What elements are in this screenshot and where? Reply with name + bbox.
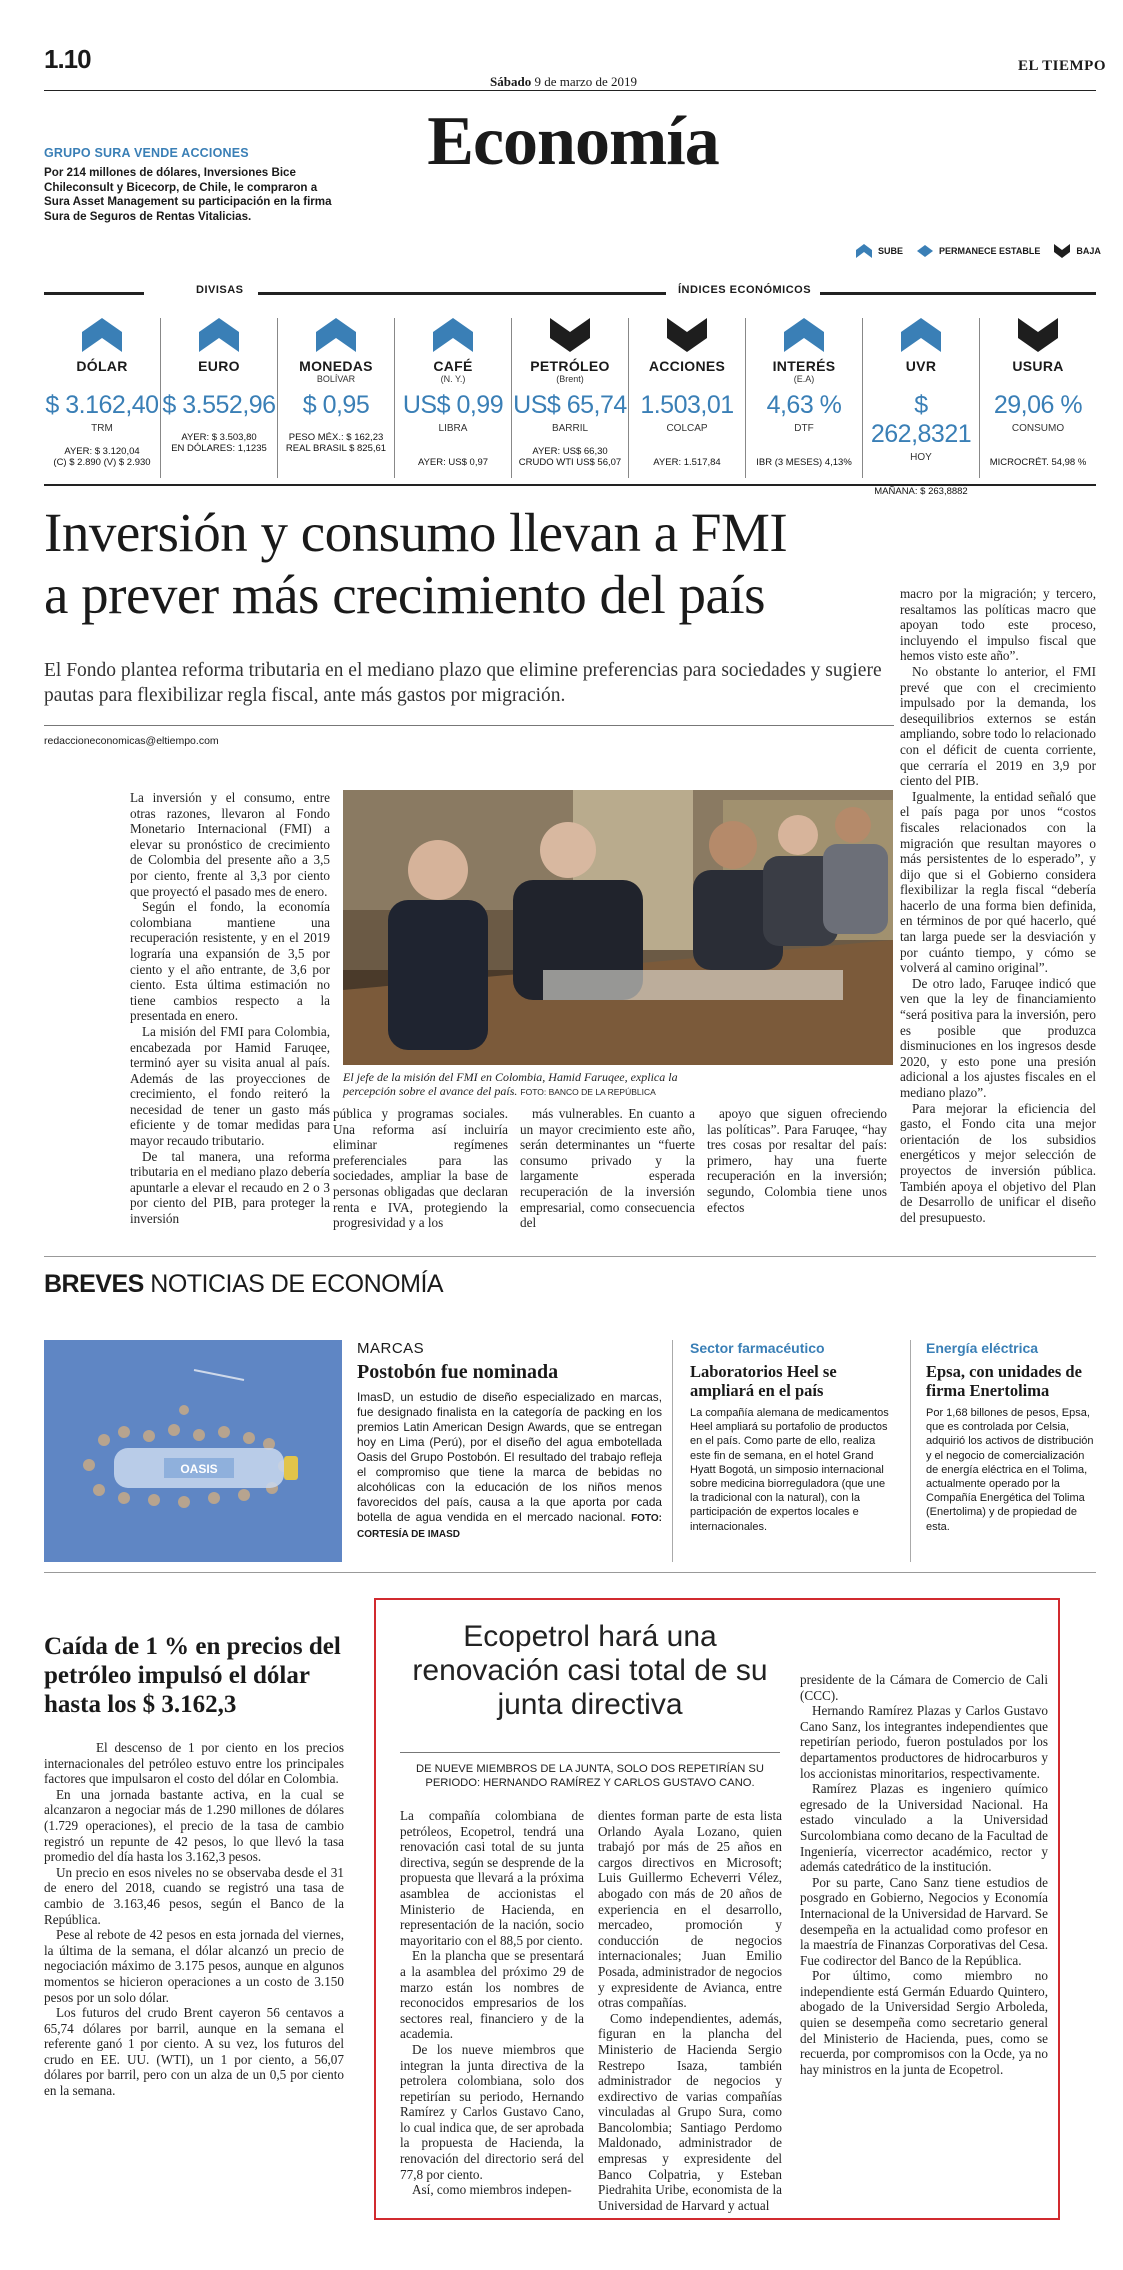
indicator-separator: [160, 318, 161, 478]
trend-up-icon: [784, 318, 824, 352]
indicator-footnote: [278, 432, 394, 454]
eco-col1-p3: De los nueve miembros que integran la junta directiva de la petrolera colombiana, solo dos repetirían su periodo, Hernando Ramírez y Carlos Gustavo Cano, lo cual indica que, de ser aprobada la propuesta de Hacienda, la renovación del directorio será del 77,8 por ciento.: [400, 2041, 584, 2182]
main-headline-line2: a prever más crecimiento del país: [44, 564, 766, 625]
breves-sep-2: [910, 1340, 911, 1562]
indicator-unit: DTF: [794, 423, 814, 434]
page-number: 1.10: [44, 44, 91, 74]
indicator-sub: (Brent): [556, 374, 584, 384]
indicator-footnote: [161, 432, 277, 454]
breves-top-rule: [44, 1256, 1096, 1257]
eco-col2-p2: Como independientes, además, figuran en la plancha del Ministerio de Hacienda Sergio Restrepo Isaza, también administrador de negocios y exdirectivo de varias compañías vinculadas al Grupo Sura, como Bancolombia; Santiago Perdomo Maldonado, administrador de empresas y expresidente del Banco Colpatria, y Esteban Piedrahita Uribe, economista de la Universidad de Harvard y actual: [598, 2010, 782, 2213]
main-col1-p1: La inversión y el consumo, entre otras razones, llevaron al Fondo Monetario Internacional (FMI) a elevar su pronóstico de crecimiento de Colombia del presente año a 3,5 por ciento, frente al 3,3 por ciento que proyectó el pasado mes de enero.: [130, 790, 330, 899]
header-top-rule: [44, 90, 1096, 91]
indicator-cafe: [395, 318, 511, 478]
eco-col1-p1: La compañía colombiana de petróleos, Ecopetrol, tendrá una renovación casi total de su junta directiva, según se desprende de la propuesta que llevará a la próxima asamblea de accionistas el Ministerio de Hacienda, en representación de la nación, socio mayoritario con el 88,5 por ciento.: [400, 1808, 584, 1948]
ecopetrol-col-1: [400, 1808, 584, 2198]
indicator-name: EURO: [198, 358, 240, 374]
oil-p5: Los futuros del crudo Brent cayeron 56 centavos a 65,74 dólares por barril, aunque en la semana el referente ganó 1 por ciento. A su vez, los futuros del crudo en EE. UU. (WTI), un 1 por ciento, a 56,07 dólares por barril, pero con un alza de un 0,5 por ciento en la semana.: [44, 2005, 344, 2099]
indicator-foot1: AYER: $ 3.503,80: [181, 432, 257, 443]
main-col5-p5: Para mejorar la eficiencia del gasto, el Fondo cita una mejor orientación de los subsidios energéticos y mejor selección de proyectos de inversión pública. También apoya el objetivo del Plan de Desarrollo de unificar el diseño del presupuesto.: [900, 1100, 1096, 1225]
indicator-footnote: [512, 446, 628, 468]
breve-farma-title: Laboratorios Heel se ampliará en el país: [690, 1362, 837, 1400]
eco-col3-p3: Ramírez Plazas es ingeniero químico egresado de la Universidad Nacional. Ha estado vinculado a la Universidad Surcolombiana como decano de la Facultad de Ingeniería, vicerrector académico, rector y además catedrático de la institución.: [800, 1781, 1048, 1875]
indicator-foot1: AYER: $ 3.120,04: [64, 446, 140, 457]
trend-down-icon: [1018, 318, 1058, 352]
indicator-separator: [394, 318, 395, 478]
indices-label: ÍNDICES ECONÓMICOS: [678, 284, 812, 296]
indicator-separator: [862, 318, 863, 478]
indicator-sub: BOLÍVAR: [316, 374, 356, 384]
breves-header: [44, 1270, 443, 1299]
indicator-value: 29,06 %: [993, 391, 1083, 419]
indicator-unit: BARRIL: [551, 423, 589, 434]
water-bottle: [114, 1448, 298, 1488]
indicator-separator: [979, 318, 980, 478]
trend-up-icon: [901, 318, 941, 352]
trend-down-icon: [667, 318, 707, 352]
indicator-sub: [161, 374, 277, 385]
oil-headline: Caída de 1 % en precios del petróleo impulsó el dólar hasta los $ 3.162,3: [44, 1633, 341, 1718]
indicator-foot2: (C) $ 2.890 (V) $ 2.930: [53, 457, 151, 468]
photo-credit: FOTO: BANCO DE LA REPÚBLICA: [520, 1087, 656, 1097]
breves-sep-1: [672, 1340, 673, 1562]
indicator-foot1: [746, 446, 862, 457]
indicator-name: INTERÉS: [772, 358, 836, 374]
breve-farma: [690, 1340, 890, 1534]
indicator-foot2: EN DÓLARES: 1,1235: [171, 443, 267, 454]
main-col5-p1: macro por la migración; y tercero, resaltamos las políticas macro que apoyan todo este proceso, incluyendo el impulso fiscal que hemos visto este año”.: [900, 586, 1096, 664]
indicator-usura: [980, 318, 1096, 478]
indicator-value: 1.503,01: [640, 391, 734, 419]
indicator-footnote: [980, 446, 1096, 468]
trend-up-icon: [82, 318, 122, 352]
main-col-1: [130, 790, 330, 1227]
indicator-acciones: [629, 318, 745, 478]
main-col-4: apoyo que siguen ofreciendo las políticas”. Para Faruqee, “hay tres cosas por resaltar del país: primero, hay una fuerte recuperación en la inversión; segundo, Colombia tiene unos efectos: [707, 1106, 887, 1215]
down-arrow-icon: [1054, 244, 1070, 258]
eco-col2-p1: dientes forman parte de esta lista Orlando Ayala Lozano, quien trabajó por más de 25 años en cargos directivos en Microsoft; Luis Guillermo Echeverri Vélez, abogado con más de 20 años de experiencia en el desarrollo, mercadeo, promoción y conducción de negocios internacionales; Juan Emilio Posada, administrador de negocios y expresidente de Avianca, entre otras compañías.: [598, 1808, 782, 2011]
breves-bottom-rule: [44, 1572, 1096, 1573]
main-headline: [44, 502, 904, 626]
indicator-name: DÓLAR: [76, 358, 128, 374]
oasis-bottle-photo: [44, 1340, 342, 1562]
indicator-sub: [980, 374, 1096, 385]
indicator-separator: [511, 318, 512, 478]
breve-energia: [926, 1340, 1098, 1534]
trend-up-icon: [433, 318, 473, 352]
ecopetrol-headline: Ecopetrol hará una renovación casi total de su junta directiva: [412, 1620, 768, 1721]
oil-p2: En una jornada bastante activa, en la cual se alcanzaron a negociar más de 1.290 millones de dólares (1.729 operaciones), el precio de la tasa de cambio registró un repunte de 42 pesos, lo que llevó la tasa promedio del día hasta los 3.162,3 pesos.: [44, 1786, 344, 1865]
photo-caption-text: El jefe de la misión del FMI en Colombia, Hamid Faruqee, explica la percepción sobre el avance del país.: [343, 1070, 678, 1098]
breves-label-rest: NOTICIAS DE ECONOMÍA: [150, 1270, 444, 1298]
indicator-value: $ 262,8321: [870, 391, 972, 448]
indicator-name: MONEDAS: [299, 358, 373, 374]
main-headline-line1: Inversión y consumo llevan a FMI: [44, 502, 788, 563]
breves-label-bold: BREVES: [44, 1270, 144, 1298]
oil-p3: Un precio en esos niveles no se observaba desde el 31 de enero del 2018, cuando se registró una tasa de cambio de 3.163,46 pesos, según el Banco de la República.: [44, 1864, 344, 1927]
legend-up: SUBE: [878, 246, 904, 256]
indicator-euro: [161, 318, 277, 478]
indicator-name: ACCIONES: [648, 358, 726, 374]
photo-caption: [343, 1070, 683, 1099]
section-title: Economía: [427, 103, 719, 180]
indicator-bottom-rule: [44, 484, 1096, 486]
ecopetrol-col-3: [800, 1672, 1048, 2077]
legend-down: BAJA: [1076, 246, 1101, 256]
indicator-rule-mid: [258, 292, 666, 295]
indicator-rule-left: [44, 292, 144, 295]
indicator-footnote: [395, 446, 511, 468]
divisas-label: DIVISAS: [196, 284, 244, 296]
indicator-monedas: [278, 318, 394, 478]
oil-p4: Pese al rebote de 42 pesos en esta jornada del viernes, la última de la semana, el dólar alcanzó un precio de negociación máximo de 3.175 pesos, aunque en algunos momentos se hicieron operaciones a un costo de 3.150 pesos por un solo dólar.: [44, 1927, 344, 2005]
date-day: Sábado: [490, 74, 532, 89]
indicator-footnote: [44, 446, 160, 468]
ecopetrol-col-2: [598, 1808, 782, 2213]
promo-title: GRUPO SURA VENDE ACCIONES: [44, 146, 249, 160]
indicator-sub: [629, 374, 745, 385]
eco-col3-p1: presidente de la Cámara de Comercio de Cali (CCC).: [800, 1672, 1048, 1703]
promo-text: Por 214 millones de dólares, Inversiones Bice Chileconsult y Bicecorp, de Chile, le compraron a Sura Asset Management su participación en la firma Sura de Seguros de Rentas Vitalicias.: [44, 166, 332, 223]
indicator-value: $ 0,95: [302, 391, 370, 419]
trend-down-icon: [550, 318, 590, 352]
indicator-name: CAFÉ: [433, 358, 473, 374]
indicator-unit: COLCAP: [666, 423, 708, 434]
main-col1-p3: La misión del FMI para Colombia, encabezada por Hamid Faruqee, terminó ayer su visita anual al país. Además de las proyecciones de crecimiento, el fondo reiteró la necesidad de tener un gasto más eficiente y de tomar medidas para mayor recaudo tributario.: [130, 1023, 330, 1149]
indicator-foot1: [395, 446, 511, 457]
breve-marcas-title: Postobón fue nominada: [357, 1361, 559, 1383]
breve-energia-kicker: Energía eléctrica: [926, 1340, 1039, 1356]
indicator-unit: CONSUMO: [1011, 423, 1065, 434]
indicator-value: $ 3.552,96: [162, 391, 276, 419]
breve-marcas: [357, 1340, 662, 1542]
subhead-rule: [44, 725, 894, 726]
main-col-5: [900, 586, 1096, 1225]
indicator-foot2: MICROCRÉT. 54,98 %: [989, 457, 1087, 468]
ecopetrol-subhead: DE NUEVE MIEMBROS DE LA JUNTA, SOLO DOS REPETIRÍAN SU PERIODO: HERNANDO RAMÍREZ Y CARLOS GUSTAVO CANO.: [416, 1763, 764, 1789]
indicator-foot2: CRUDO WTI US$ 56,07: [518, 457, 622, 468]
indicator-name: UVR: [905, 358, 937, 374]
indicator-value: 4,63 %: [766, 391, 842, 419]
indicator-foot1: [980, 446, 1096, 457]
ecopetrol-headline-rule: [400, 1752, 780, 1753]
main-col-3: más vulnerables. En cuanto a un mayor crecimiento este año, serán determinantes un “fuerte consumo privado y la largamente esperada recuperación de la inversión empresarial, como consecuencia del: [520, 1106, 695, 1231]
indicator-footnote: [863, 475, 979, 497]
stable-icon: [917, 245, 933, 257]
eco-col1-p2: En la plancha que se presentará a la asamblea del próximo 29 de marzo están los nombres de reconocidos empresarios de los sectores real, financiero y de la academia.: [400, 1948, 584, 2042]
breve-marcas-credit: FOTO: CORTESÍA DE IMASD: [357, 1513, 662, 1540]
indicator-interes: [746, 318, 862, 478]
indicator-footnote: [746, 446, 862, 468]
oil-p1: El descenso de 1 por ciento en los precios internacionales del petróleo estuvo entre los principales factores que impulsaron el costo del dólar en Colombia.: [44, 1740, 344, 1787]
indicator-footnote: [629, 446, 745, 468]
eco-col3-p4: Por su parte, Cano Sanz tiene estudios de posgrado en Gobierno, Negocios y Economía Internacional de la Universidad de Harvard. Se desempeña en la actualidad como profesor en la maestría de Finanzas Corporativas del Cesa. Fue codirector del Banco de la República.: [800, 1874, 1048, 1968]
issue-date: [490, 74, 637, 90]
main-col5-p3: Igualmente, la entidad señaló que el país paga por unos “costos fiscales relacionados con la migración que resultan mayores o más persistentes de lo esperado”, y dijo que si el Gobierno considera flexibilizar la regla fiscal “debería hacerlo de una forma bien definida, en términos de por qué hacerlo, qué tan larga puede ser la desviación y por cuánto tiempo, y cómo se volverá al camino original”.: [900, 788, 1096, 976]
indicator-name: USURA: [1012, 358, 1064, 374]
breve-energia-body: Por 1,68 billones de pesos, Epsa, que es controlada por Celsia, adquirió los activos de distribución y el negocio de comercialización de energía eléctrica en el Tolima, actualmente operado por la Compañía Energética del Tolima (Enertolima) y de propiedad de esta.: [926, 1407, 1094, 1533]
breve-marcas-body: [357, 1390, 662, 1542]
up-arrow-icon: [856, 244, 872, 258]
main-col5-p4: De otro lado, Faruqee indicó que ven que la ley de financiamiento “será positiva para la inversión, pero es posible que produzca disminuciones en los ingresos desde 2020, y esto pone una presión adicional a los ajustes fiscales en el mediano plazo”.: [900, 975, 1096, 1100]
eco-col1-p4: Así, como miembros indepen-: [412, 2182, 572, 2198]
legend-stable: PERMANECE ESTABLE: [939, 246, 1041, 256]
bottle-label: OASIS: [180, 1462, 218, 1476]
indicator-petroleo: [512, 318, 628, 478]
breve-marcas-kicker: MARCAS: [357, 1340, 425, 1357]
main-subhead: El Fondo plantea reforma tributaria en el mediano plazo que elimine preferencias para sociedades y sugiere pautas para flexibilizar regla fiscal, ante más gastos por migración.: [44, 660, 882, 706]
indicator-foot2: IBR (3 MESES) 4,13%: [756, 457, 852, 468]
indicator-unit: LIBRA: [438, 423, 468, 434]
indicator-value: US$ 65,74: [513, 391, 627, 419]
breve-energia-title: Epsa, con unidades de firma Enertolima: [926, 1362, 1082, 1400]
indicator-sub: (E.A): [793, 374, 815, 384]
fmi-press-photo: [343, 790, 893, 1065]
indicator-sub: [863, 374, 979, 385]
main-col-2: pública y programas sociales. Una reforma así incluiría eliminar regímenes preferenciales para las sociedades, ampliar la base de personas obligadas que declaran renta e IVA, protegiendo la progresividad y a los: [333, 1106, 508, 1231]
main-col1-p2: Según el fondo, la economía colombiana mantiene una recuperación resistente, y en el 2019 lograría una expansión de 3,5 por ciento y el año entrante, de 3,6 por ciento. Esta última estimación no tiene cambios respecto a la presentada en enero.: [130, 899, 330, 1024]
eco-col3-p5: Por último, como miembro no independiente está Germán Eduardo Quintero, abogado de la Universidad Sergio Arboleda, quien se desempeña como secretario general del Ministerio de Hacienda, pues, como se recuerda, por compromisos con la Ocde, ya no hay ministros en la junta de Ecopetrol.: [800, 1968, 1048, 2077]
indicator-value: US$ 0,99: [402, 391, 504, 419]
indicator-name: PETRÓLEO: [530, 358, 610, 374]
indicator-sub: (N. Y.): [440, 374, 466, 384]
indicator-separator: [745, 318, 746, 478]
eco-col3-p2: Hernando Ramírez Plazas y Carlos Gustavo Cano Sanz, los integrantes independientes que repetirían periodo, fueron postulados por los departamentos productores de hidrocarburos y los accionistas minoritarios, respectivamente.: [800, 1703, 1048, 1781]
breve-marcas-text: ImasD, un estudio de diseño especializado en marcas, fue designado finalista en la categoría de packing en los premios Latin American Design Awards, que se entregan hoy en Lima (Perú), por el diseño del agua embotellada Oasis del Grupo Postobón. El resultado del trabajo refleja el compromiso que tiene la marca de bebidas no alcohólicas con la educación de los niños menos favorecidos del país, causa a la que aporta por cada botella de agua vendida en el mercado nacional.: [357, 1390, 662, 1524]
indicator-unit: TRM: [91, 423, 113, 434]
promo-box: [44, 146, 344, 224]
date-rest: 9 de marzo de 2019: [534, 74, 637, 89]
breve-farma-body: La compañía alemana de medicamentos Heel ampliará su portafolio de productos en el país. Como parte de ello, realiza este fin de semana, en el hotel Grand Hyatt Bogotá, un simposio internacional sobre medicina biorreguladora (que une la tradicional con la natural), con la participación de expertos locales e internacionales.: [690, 1407, 889, 1533]
indicator-rule-right: [820, 292, 1096, 295]
indicator-value: $ 3.162,40: [45, 391, 159, 419]
main-col5-p2: No obstante lo anterior, el FMI prevé que con el crecimiento impulsado por la demanda, los desequilibrios externos se están ampliando, sobre todo lo relacionado con el déficit de cuenta corriente, que cerraría el 2019 en 3,9 por ciento del PIB.: [900, 663, 1096, 789]
indicator-foot2: AYER: 1.517,84: [653, 457, 721, 468]
indicator-dolar: [44, 318, 160, 478]
indicator-sub: [44, 374, 160, 385]
indicator-foot2: REAL BRASIL $ 825,61: [285, 443, 387, 454]
breve-farma-kicker: Sector farmacéutico: [690, 1340, 825, 1356]
indicator-foot2: MAÑANA: $ 263,8882: [874, 486, 968, 497]
indicator-foot2: AYER: US$ 0,97: [417, 457, 489, 468]
brand-logo: EL TIEMPO: [1018, 58, 1106, 74]
byline: redaccioneconomicas@eltiempo.com: [44, 735, 219, 747]
indicator-uvr: [863, 318, 979, 497]
main-col1-p4: De tal manera, una reforma tributaria en el mediano plazo debería apuntarle a elevar el recaudo en 2 o 3 por ciento del PIB, para proteger la inversión: [130, 1148, 330, 1227]
trend-up-icon: [316, 318, 356, 352]
trend-legend: [856, 244, 1101, 258]
indicator-foot1: AYER: US$ 66,30: [532, 446, 608, 457]
oil-article-body: [44, 1740, 344, 2099]
indicator-unit: HOY: [910, 452, 932, 463]
indicator-foot1: [629, 446, 745, 457]
indicator-foot1: PESO MÉX.: $ 162,23: [288, 432, 384, 443]
indicator-separator: [277, 318, 278, 478]
indicator-separator: [628, 318, 629, 478]
trend-up-icon: [199, 318, 239, 352]
